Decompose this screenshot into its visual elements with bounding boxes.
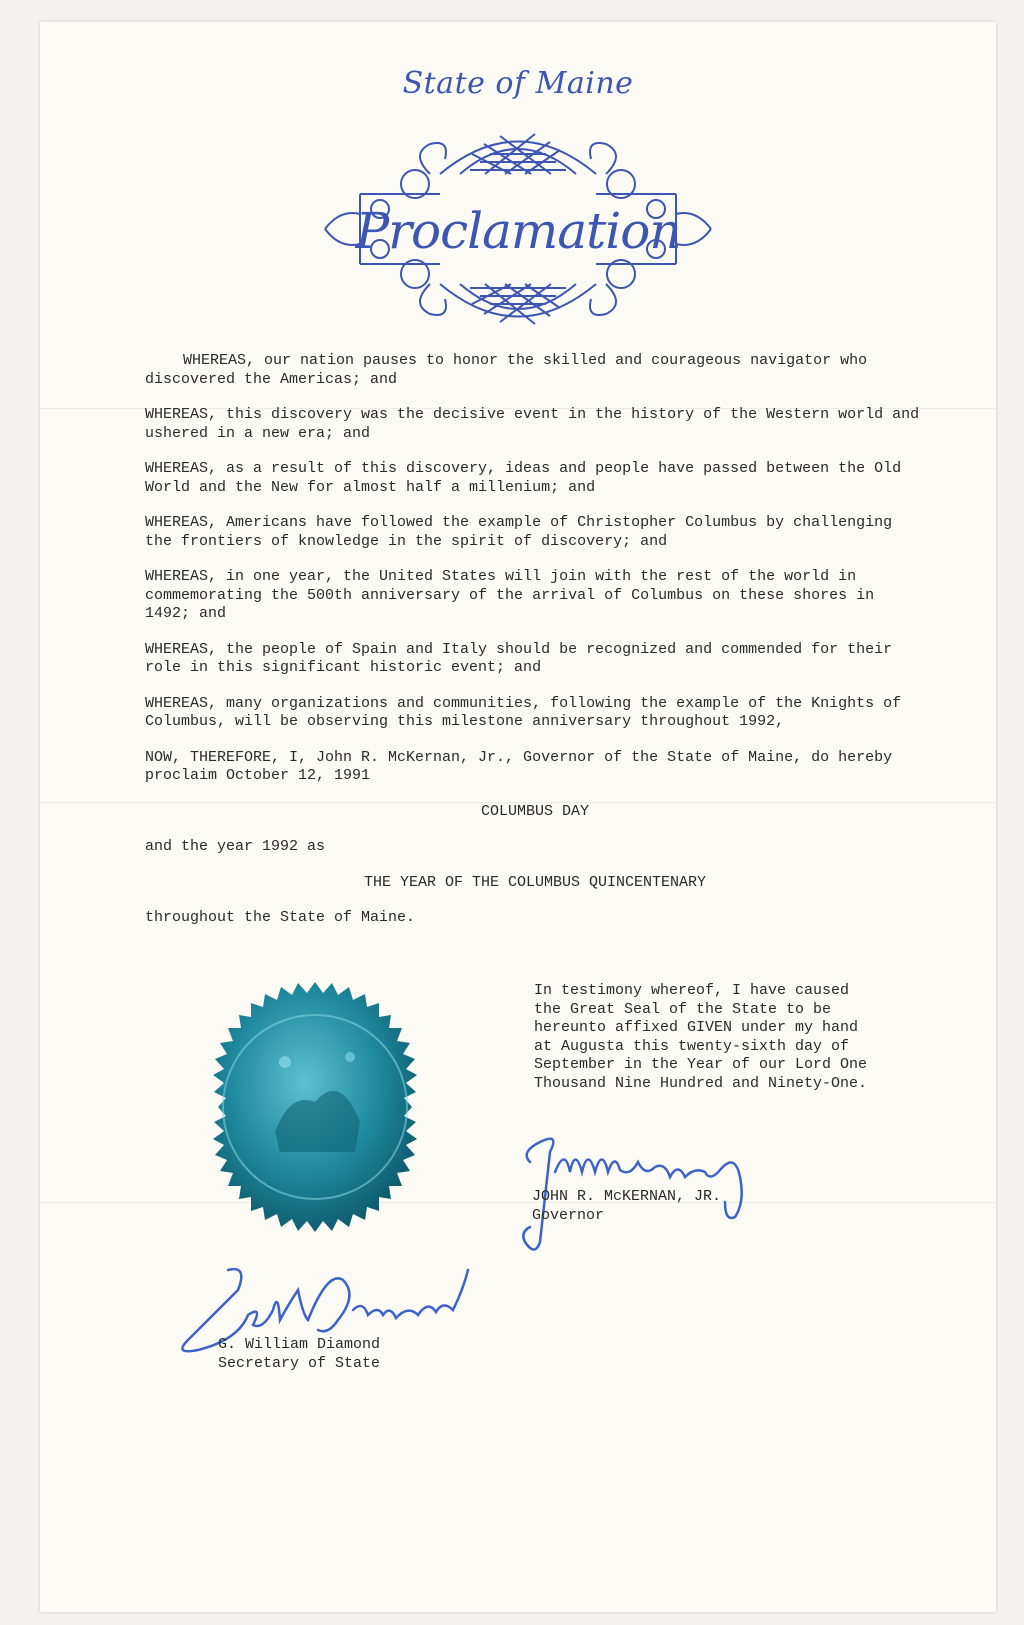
secretary-name: G. William Diamond [218,1336,381,1353]
great-seal-icon [190,982,440,1232]
whereas-paragraph: WHEREAS, many organizations and communities, following the example of the Knights of Columbus, will be observing this milestone anniversary throughout 1992, [145,694,911,730]
governor-block [532,1188,721,1225]
whereas-paragraph: WHEREAS, our nation pauses to honor the skilled and courageous navigator who discovered the Americas; and [145,352,877,388]
declaration-quincentenary: THE YEAR OF THE COLUMBUS QUINCENTENARY [363,873,707,891]
declaration-columbus-day: COLUMBUS DAY [480,802,590,820]
connector-line: and the year 1992 as [145,838,326,855]
state-heading: State of Maine [402,66,634,101]
whereas-paragraph: WHEREAS, Americans have followed the example of Christopher Columbus by challenging the frontiers of knowledge in the spirit of discovery; and [145,514,902,550]
secretary-title: Secretary of State [218,1354,381,1372]
governor-name: JOHN R. McKERNAN, JR. [532,1188,722,1205]
proclamation-body [145,352,929,945]
whereas-paragraph: WHEREAS, this discovery was the decisive event in the history of the Western world and ushered in a new era; and [145,406,929,442]
proclamation-ornament [320,114,716,344]
secretary-block [218,1336,380,1373]
governor-title: Governor [532,1206,605,1224]
closing-line: throughout the State of Maine. [145,909,416,926]
whereas-paragraph: WHEREAS, the people of Spain and Italy should be recognized and commended for their role in this significant historic event; and [145,640,902,676]
proclamation-title: Proclamation [355,202,681,260]
testimony-text: In testimony whereof, I have caused the Great Seal of the State to be hereunto affixed GIVEN under my hand at Augusta this twenty-sixth day of September in the Year of our Lord One Thousand Nine Hundred and Ninety-One. [534,982,877,1092]
whereas-paragraph: WHEREAS, as a result of this discovery, ideas and people have passed between the Old World and the New for almost half a millenium; and [145,460,911,496]
therefore-paragraph: NOW, THEREFORE, I, John R. McKernan, Jr., Governor of the State of Maine, do hereby proclaim October 12, 1991 [145,748,902,784]
whereas-paragraph: WHEREAS, in one year, the United States will join with the rest of the world in commemorating the 500th anniversary of the arrival of Columbus on these shores in 1492; and [145,568,884,622]
proclamation-sheet [40,22,996,1612]
